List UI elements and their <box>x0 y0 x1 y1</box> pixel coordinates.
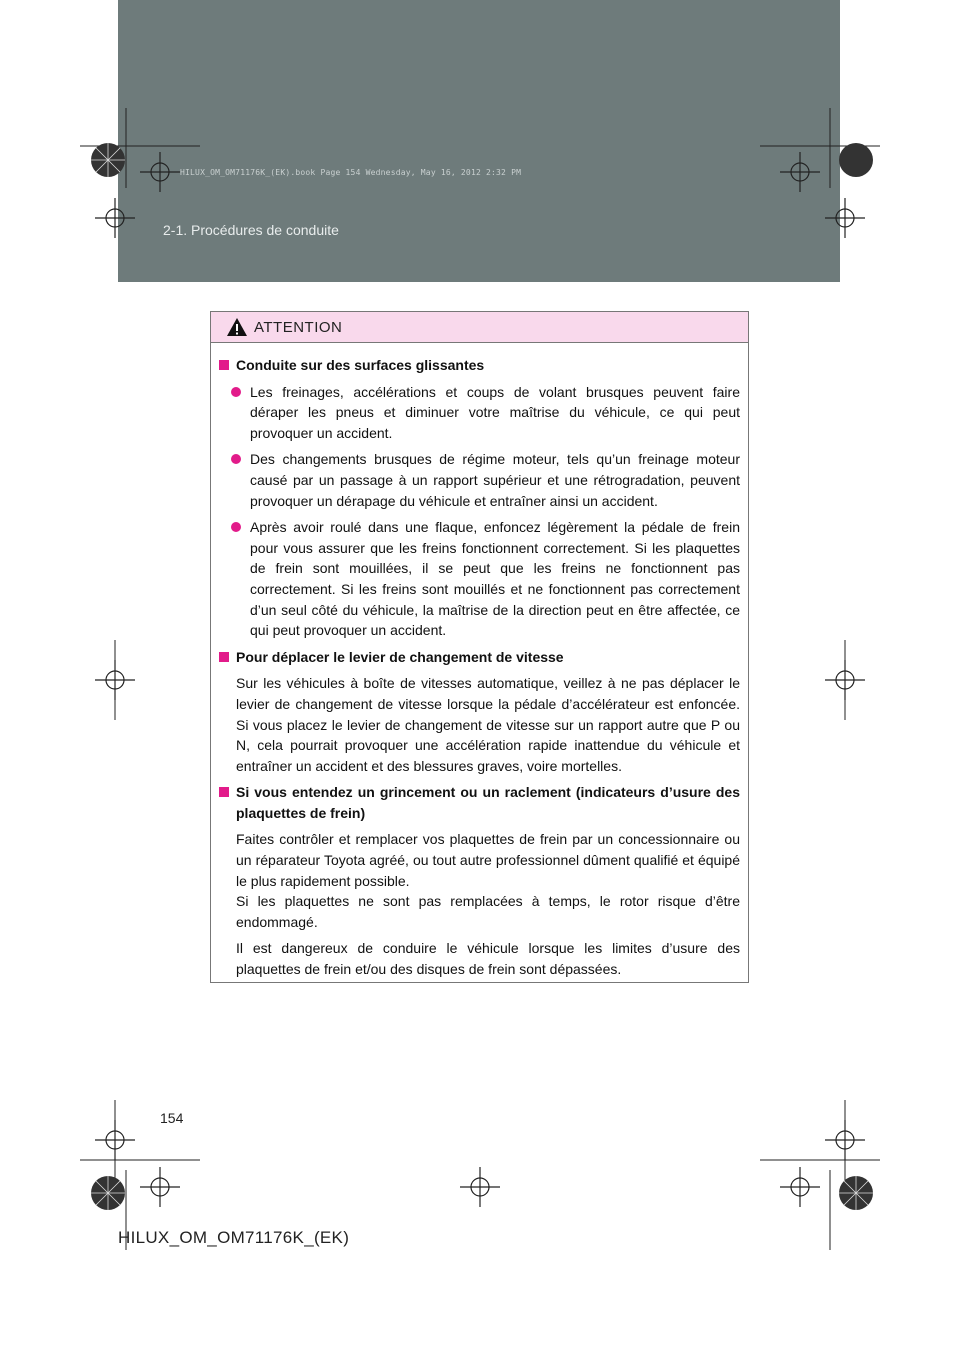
dot-bullet-icon <box>231 454 241 464</box>
section-heading-text: Conduite sur des surfaces glissantes <box>236 357 485 373</box>
square-bullet-icon <box>219 360 229 370</box>
square-bullet-icon <box>219 652 229 662</box>
attention-header <box>211 312 748 343</box>
section-heading <box>219 647 740 668</box>
attention-body <box>211 343 748 980</box>
page-number: 154 <box>160 1110 184 1126</box>
dot-bullet-icon <box>231 522 241 532</box>
list-item <box>219 382 740 444</box>
dot-bullet-icon <box>231 387 241 397</box>
attention-box <box>210 311 749 983</box>
square-bullet-icon <box>219 787 229 797</box>
paragraph: Il est dangereux de conduire le véhicule lorsque les limites d’usure des plaquettes de frein et/ou des disques de frein sont dépassées. <box>236 940 740 978</box>
list-item <box>219 517 740 641</box>
paragraph: Si les plaquettes ne sont pas remplacées à temps, le rotor risque d’être endommagé. <box>236 893 740 930</box>
section-heading-text: Pour déplacer le levier de changement de vitesse <box>236 648 564 665</box>
section-heading <box>219 782 740 823</box>
attention-title: ATTENTION <box>254 318 343 336</box>
list-item-text: Après avoir roulé dans une flaque, enfoncez légèrement la pédale de frein pour vous assurer que les freins fonctionnent correctement. Si les plaquettes de frein sont mouillées, il se peut que les freins ne fonctionnent pas correctement. Si les freins sont mouillés et ne fonctionnent pas correctement d’un seul côté du véhicule, la maîtrise de la direction peut en être affectée, ce qui peut provoquer un accident. <box>250 519 740 639</box>
section-title: 2-1. Procédures de conduite <box>163 222 339 238</box>
warning-triangle-icon <box>226 317 248 337</box>
paragraph: Sur les véhicules à boîte de vitesses automatique, veillez à ne pas déplacer le levier de changement de vitesse lorsque la pédale d’accélérateur est enfoncée. Si vous placez le levier de changement de vitesse sur un rapport autre que P ou N, cela pourrait provoquer une accélération rapide inattendue du véhicule et entraîner un accident et des blessures graves, voire mortelles. <box>236 675 740 774</box>
list-item-text: Des changements brusques de régime moteur, tels qu’un freinage moteur causé par un passage à un rapport supérieur et une rétrogradation, peuvent provoquer un dérapage du véhicule et entraîner ainsi un accident. <box>250 451 740 509</box>
section-heading-text: Si vous entendez un grincement ou un raclement (indicateurs d’usure des plaquettes de frein) <box>236 784 740 821</box>
list-item <box>219 449 740 511</box>
print-info: HILUX_OM_OM71176K_(EK).book Page 154 Wednesday, May 16, 2012 2:32 PM <box>180 168 522 177</box>
paragraph: Faites contrôler et remplacer vos plaquettes de frein par un concessionnaire ou un réparateur Toyota agréé, ou tout autre professionnel dûment qualifié et équipé le plus rapidement possible. <box>236 831 740 889</box>
section-heading <box>219 355 740 376</box>
header-band <box>118 0 840 282</box>
document-code: HILUX_OM_OM71176K_(EK) <box>118 1228 350 1247</box>
list-item-text: Les freinages, accélérations et coups de volant brusques peuvent faire déraper les pneus et diminuer votre maîtrise du véhicule, ce qui peut provoquer un accident. <box>250 383 740 441</box>
